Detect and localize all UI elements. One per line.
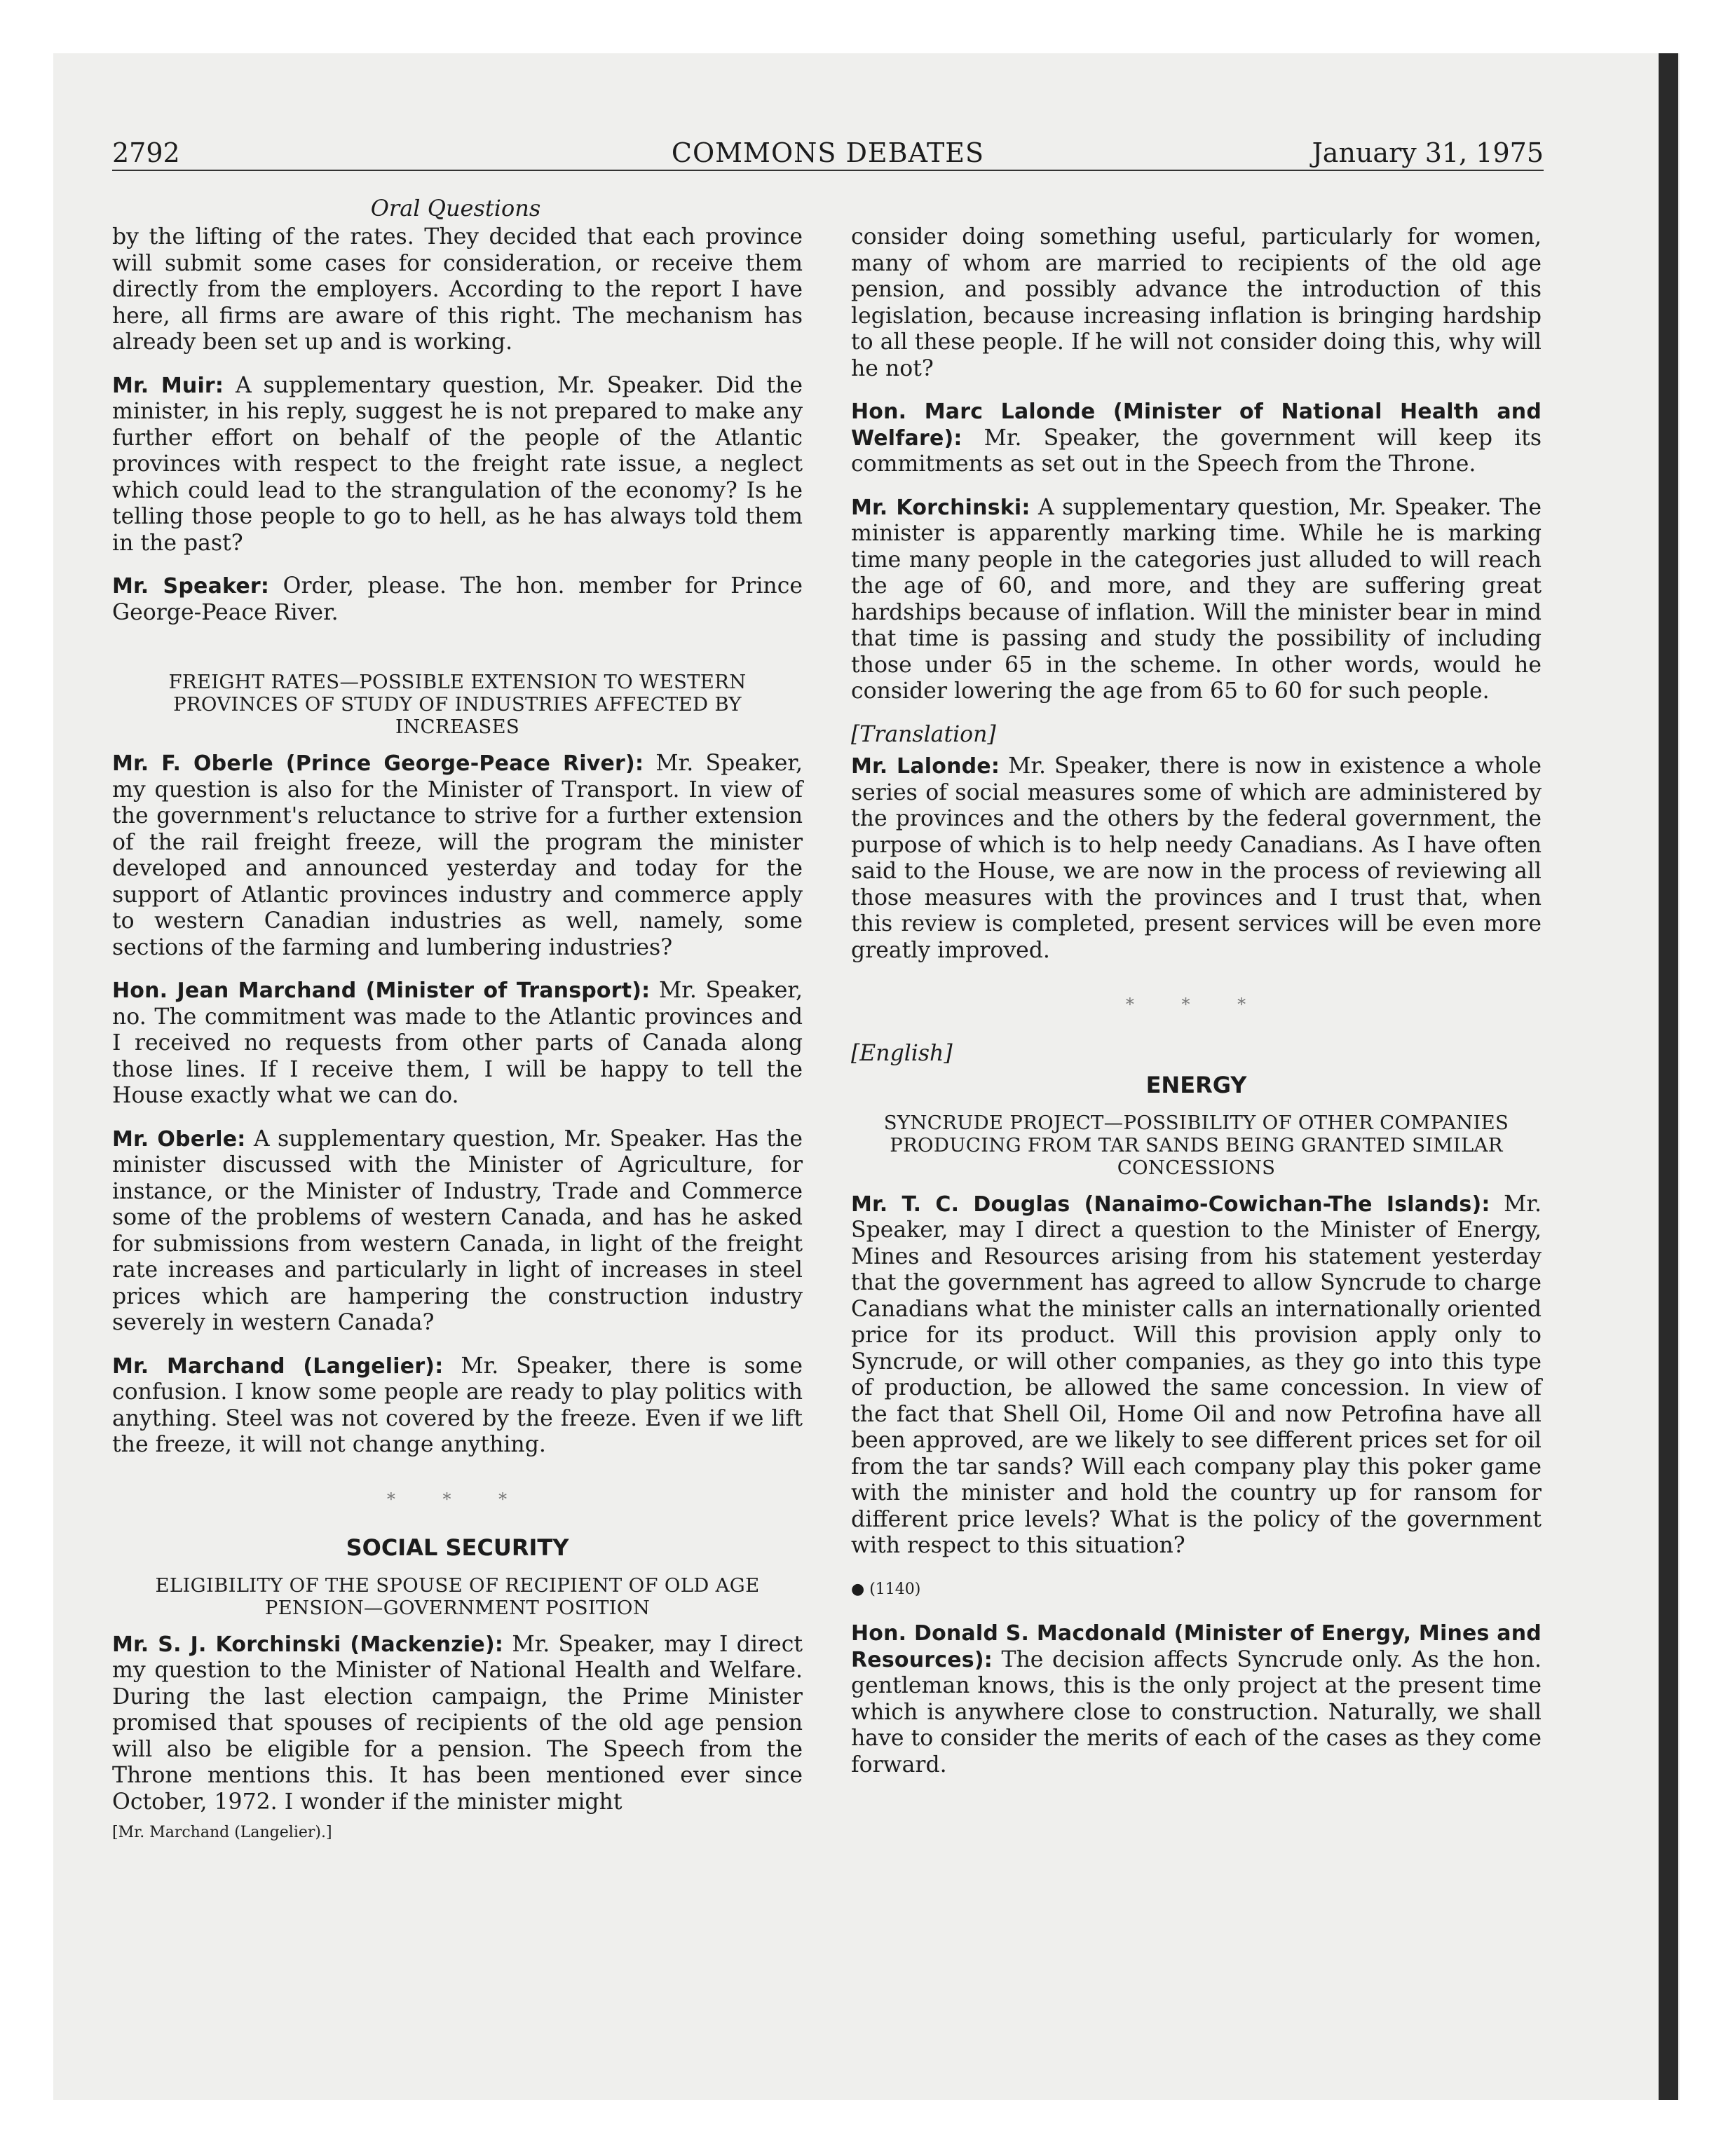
paragraph [851,1192,1542,1560]
speaker-name: Mr. Korchinski: [851,495,1030,520]
subject-heading: FREIGHT RATES—POSSIBLE EXTENSION TO WESTERN PROVINCES OF STUDY OF INDUSTRIES AFFECTED BY INCREASES [168,671,747,738]
section-title: ENERGY [1145,1072,1247,1098]
paragraph [851,495,1542,705]
speech-text: Order, please. The hon. member for Prince George-Peace River. [112,573,803,625]
paragraph [112,1126,803,1337]
speech-text: A supplementary question, Mr. Speaker. The minister is apparently marking time. While he is marking time many people in the categories just alluded to will reach the age of 60, and more, and they are suffering great hardships because of inflation. Will the minister bear in mind that time is passing and study the possibility of including those under 65 in the scheme. In other words, would he consider lowering the age from 65 to 60 for such people. [851,494,1542,704]
paragraph [112,373,803,557]
paragraph [851,399,1542,478]
language-marker: [English] [851,1040,953,1066]
speech-text: Mr. Speaker, no. The commitment was made to the Atlantic provinces and I received no requests from other parts of Canada along those lines. If I receive them, I will be happy to tell the House exactly what we can do. [112,978,803,1108]
time-marker: ● (1140) [851,1580,921,1598]
page-header [112,137,1544,171]
page-number: 2792 [112,137,180,168]
right-column [851,224,1542,1795]
speech-text: A supplementary question, Mr. Speaker. Did the minister, in his reply, suggest he is not prepared to make any further effort on behalf of the people of the Atlantic provinces with respect to the freight rate issue, a neglect which could lead to the strangulation of the economy? Is he telling those people to go to hell, as he has always told them in the past? [112,372,803,556]
speech-text: Mr. Speaker, the government will keep its commitments as set out in the Speech from the Throne. [851,425,1542,477]
paragraph [851,753,1542,964]
speech-text: A supplementary question, Mr. Speaker. Has the minister discussed with the Minister of Agriculture, for instance, or the Minister of Industry, Trade and Commerce some of the problems of western Canada, and has he asked for submissions from western Canada, in light of the freight rate increases and particularly in light of increases in steel prices which are hampering the construction industry severely in western Canada? [112,1126,803,1335]
speech-text: The decision affects Syncrude only. As the hon. gentleman knows, this is the only project at the present time which is anywhere close to construction. Naturally, we shall have to consider the merits of each of the cases as they come forward. [851,1646,1542,1778]
left-column [112,224,803,1846]
speaker-name: Mr. Lalonde: [851,754,1000,779]
speaker-name: Hon. Marc Lalonde (Minister of National Health and Welfare): [851,400,1542,451]
paragraph: consider doing something useful, particularly for women, many of whom are married to recipients of the old age pension, and possibly advance the introduction of this legislation, because increasing inflation is bringing hardship to all these people. If he will not consider doing this, why will he not? [851,224,1542,381]
speaker-name: Mr. Oberle: [112,1126,246,1152]
scan-edge-bar [1659,53,1678,2100]
speaker-name: Hon. Jean Marchand (Minister of Transport): [112,978,651,1003]
section-title: SOCIAL SECURITY [346,1534,569,1561]
footnote: [Mr. Marchand (Langelier).] [112,1824,332,1841]
paragraph [112,1353,803,1459]
speaker-name: Hon. Donald S. Macdonald (Minister of Energy, Mines and Resources): [851,1621,1542,1672]
section-separator: * * * [386,1489,529,1509]
running-head: Oral Questions [370,195,541,221]
paragraph [851,1621,1542,1778]
speech-text: Mr. Speaker, my question is also for the Minister of Transport. In view of the government's reluctance to strive for a further extension of the rail freight freeze, will the program the minister developed and announced yesterday and today for the support of Atlantic provinces industry and commerce apply to western Canadian industries as well, namely, some sections of the farming and lumbering industries? [112,751,803,960]
speaker-name: Mr. Speaker: [112,574,270,599]
publication-date: January 31, 1975 [1312,137,1544,168]
speaker-name: Mr. Muir: [112,373,224,398]
paragraph [112,978,803,1110]
speech-text: Mr. Speaker, there is now in existence a whole series of social measures some of which are administered by the provinces and the others by the federal government, the purpose of which is to help needy Canadians. As I have often said to the House, we are now in the process of reviewing all those measures with the provinces and I trust that, when this review is completed, present services will be even more greatly improved. [851,753,1542,963]
speaker-name: Mr. Marchand (Langelier): [112,1353,444,1379]
speaker-name: Mr. S. J. Korchinski (Mackenzie): [112,1632,504,1657]
speaker-name: Mr. F. Oberle (Prince George-Peace River): [112,751,644,776]
speaker-name: Mr. T. C. Douglas (Nanaimo-Cowichan-The Islands): [851,1192,1490,1217]
subject-heading: SYNCRUDE PROJECT—POSSIBILITY OF OTHER COMPANIES PRODUCING FROM TAR SANDS BEING GRANTED SIMILAR CONCESSIONS [883,1111,1509,1179]
speech-text: Mr. Speaker, may I direct my question to the Minister of National Health and Welfare. During the last election campaign, the Prime Minister promised that spouses of recipients of the old age pension will also be eligible for a pension. The Speech from the Throne mentions this. It has been mentioned ever since October, 1972. I wonder if the minister might [112,1631,803,1815]
paragraph [112,573,803,626]
section-separator: * * * [1125,995,1267,1014]
speech-text: Mr. Speaker, there is some confusion. I know some people are ready to play politics with anything. Steel was not covered by the freeze. Even if we lift the freeze, it will not change anything. [112,1353,803,1457]
language-marker: [Translation] [851,721,996,747]
paragraph [112,751,803,961]
paragraph: by the lifting of the rates. They decided that each province will submit some cases for consideration, or receive them directly from the employers. According to the report I have here, all firms are aware of this right. The mechanism has already been set up and is working. [112,224,803,355]
subject-heading: ELIGIBILITY OF THE SPOUSE OF RECIPIENT OF OLD AGE PENSION—GOVERNMENT POSITION [155,1574,760,1619]
publication-title: COMMONS DEBATES [671,137,985,168]
paragraph [112,1632,803,1816]
speech-text: Mr. Speaker, may I direct a question to the Minister of Energy, Mines and Resources arising from his statement yesterday that the government has agreed to allow Syncrude to charge Canadians what the minister calls an internationally oriented price for its product. Will this provision apply only to Syncrude, or will other companies, as they go into this type of production, be allowed the same concession. In view of the fact that Shell Oil, Home Oil and now Petrofina have all been approved, are we likely to see different prices set for oil from the tar sands? Will each company play this poker game with the minister and hold the country up for ransom for different price levels? What is the policy of the government with respect to this situation? [851,1191,1542,1558]
